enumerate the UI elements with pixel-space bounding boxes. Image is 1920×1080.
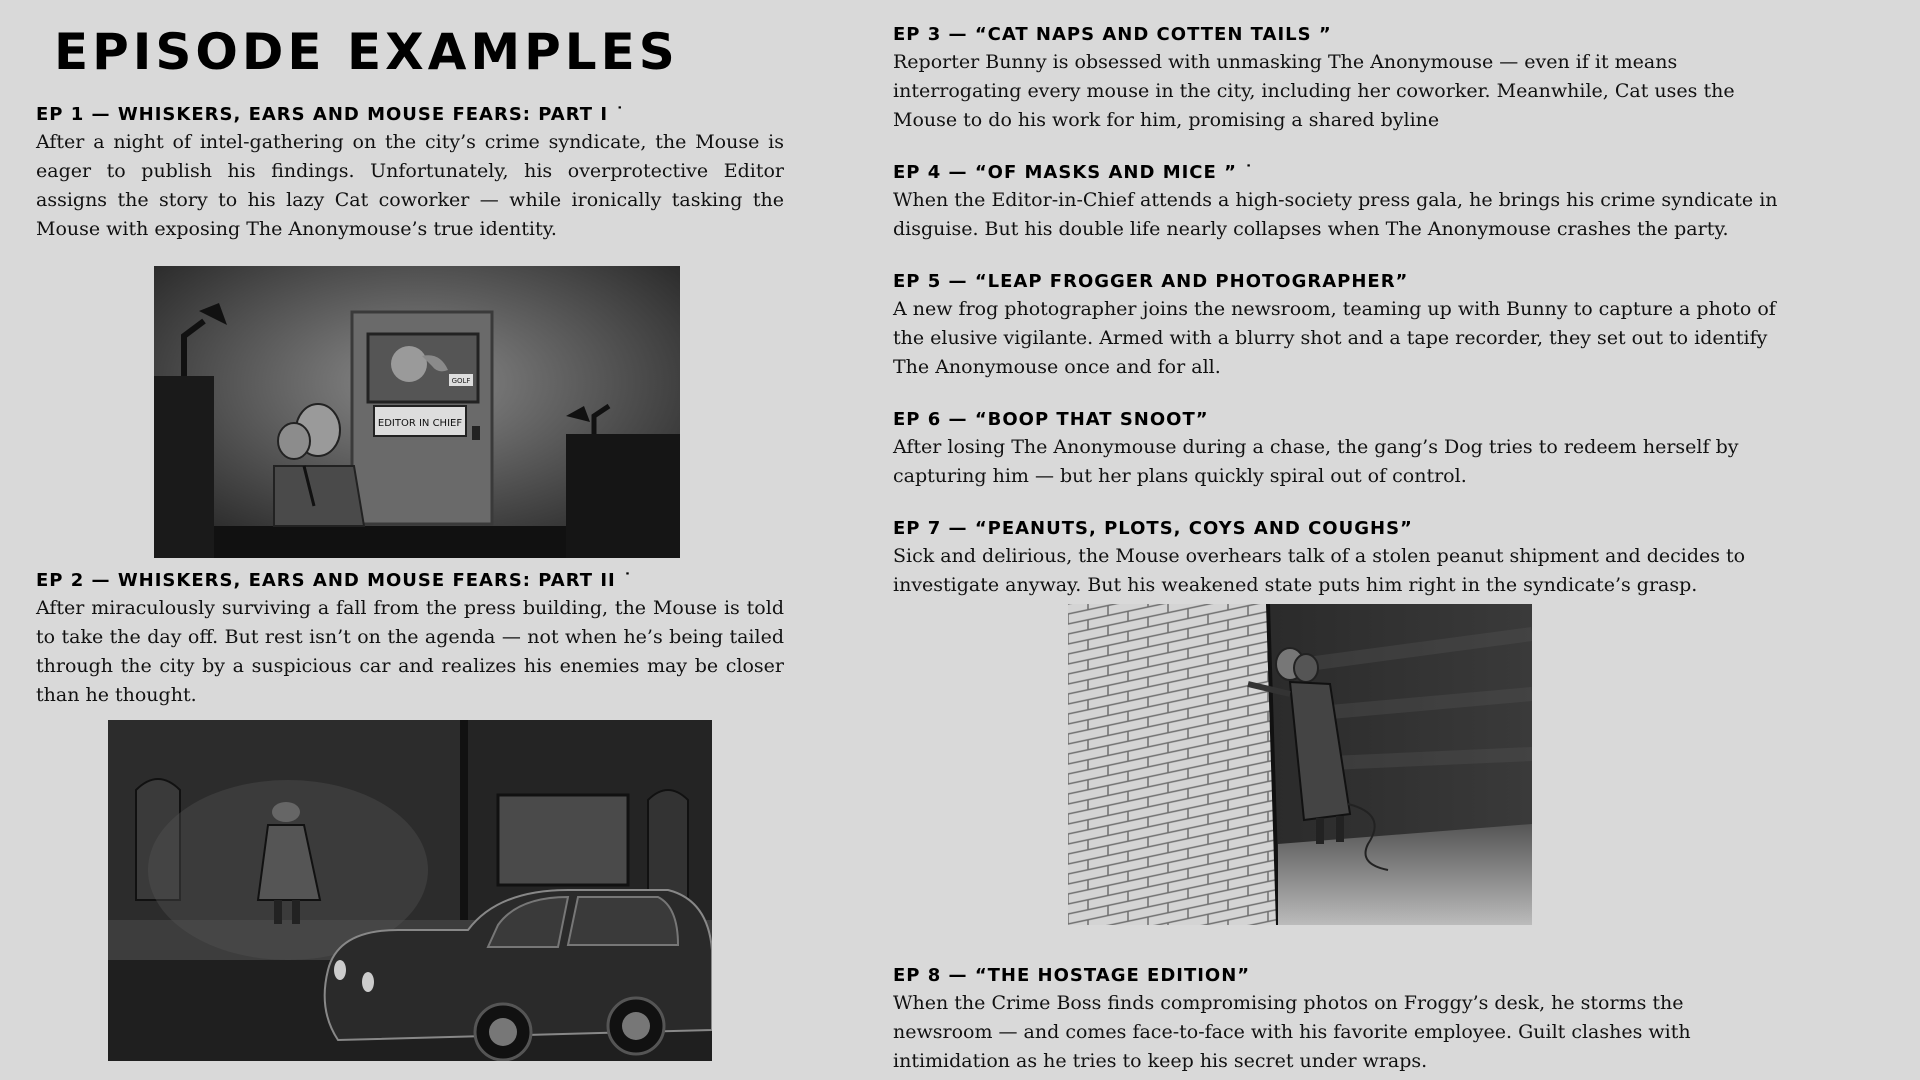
- episode-7-text: Sick and delirious, the Mouse overhears talk of a stolen peanut shipment and decides to investigate anyway. But his weakened state puts him right in the syndicate’s grasp.: [893, 545, 1746, 596]
- episode-4-heading: EP 4 — “OF MASKS AND MICE ” ˙: [893, 162, 1255, 183]
- episode-3-heading: EP 3 — “CAT NAPS AND COTTEN TAILS ”: [893, 24, 1332, 45]
- alley-illustration: [1068, 604, 1532, 925]
- poster-label: GOLF: [451, 377, 471, 385]
- episode-8-text: When the Crime Boss finds compromising photos on Froggy’s desk, he storms the newsroom — and comes face-to-face with his favorite employee. Guilt clashes with intimidation as he tries to keep his secret under wraps.: [893, 992, 1691, 1072]
- page-title: EPISODE EXAMPLES: [54, 23, 679, 81]
- episode-1-text: After a night of intel-gathering on the city’s crime syndicate, the Mouse is eager to publish his findings. Unfortunately, his overprotective Editor assigns the story to his lazy Cat coworker — while ironically tasking the Mouse with exposing The Anonymouse’s true identity.: [36, 131, 784, 240]
- office-illustration: [154, 266, 680, 558]
- street-illustration: [108, 720, 712, 1061]
- episode-1-heading: EP 1 — WHISKERS, EARS AND MOUSE FEARS: PART I ˙: [36, 104, 626, 125]
- door-sign-text: EDITOR IN CHIEF: [377, 418, 463, 429]
- episode-6-heading: EP 6 — “BOOP THAT SNOOT”: [893, 409, 1209, 430]
- episode-5-text: A new frog photographer joins the newsroom, teaming up with Bunny to capture a photo of the elusive vigilante. Armed with a blurry shot and a tape recorder, they set out to identify The Anonymouse once and for all.: [893, 298, 1776, 378]
- episode-7-heading: EP 7 — “PEANUTS, PLOTS, COYS AND COUGHS”: [893, 518, 1413, 539]
- episode-4-text: When the Editor-in-Chief attends a high-society press gala, he brings his crime syndicate in disguise. But his double life nearly collapses when The Anonymouse crashes the party.: [893, 189, 1778, 240]
- episode-8-heading: EP 8 — “THE HOSTAGE EDITION”: [893, 965, 1251, 986]
- episode-2-heading: EP 2 — WHISKERS, EARS AND MOUSE FEARS: PART II ˙: [36, 570, 633, 591]
- episode-3-text: Reporter Bunny is obsessed with unmasking The Anonymouse — even if it means interrogating every mouse in the city, including her coworker. Meanwhile, Cat uses the Mouse to do his work for him, promising a shared byline: [893, 51, 1735, 131]
- episode-2-text: After miraculously surviving a fall from the press building, the Mouse is told to take the day off. But rest isn’t on the agenda — not when he’s being tailed through the city by a suspicious car and realizes his enemies may be closer than he thought.: [36, 597, 784, 706]
- episode-6-text: After losing The Anonymouse during a chase, the gang’s Dog tries to redeem herself by capturing him — but her plans quickly spiral out of control.: [893, 436, 1739, 487]
- episode-5-heading: EP 5 — “LEAP FROGGER AND PHOTOGRAPHER”: [893, 271, 1409, 292]
